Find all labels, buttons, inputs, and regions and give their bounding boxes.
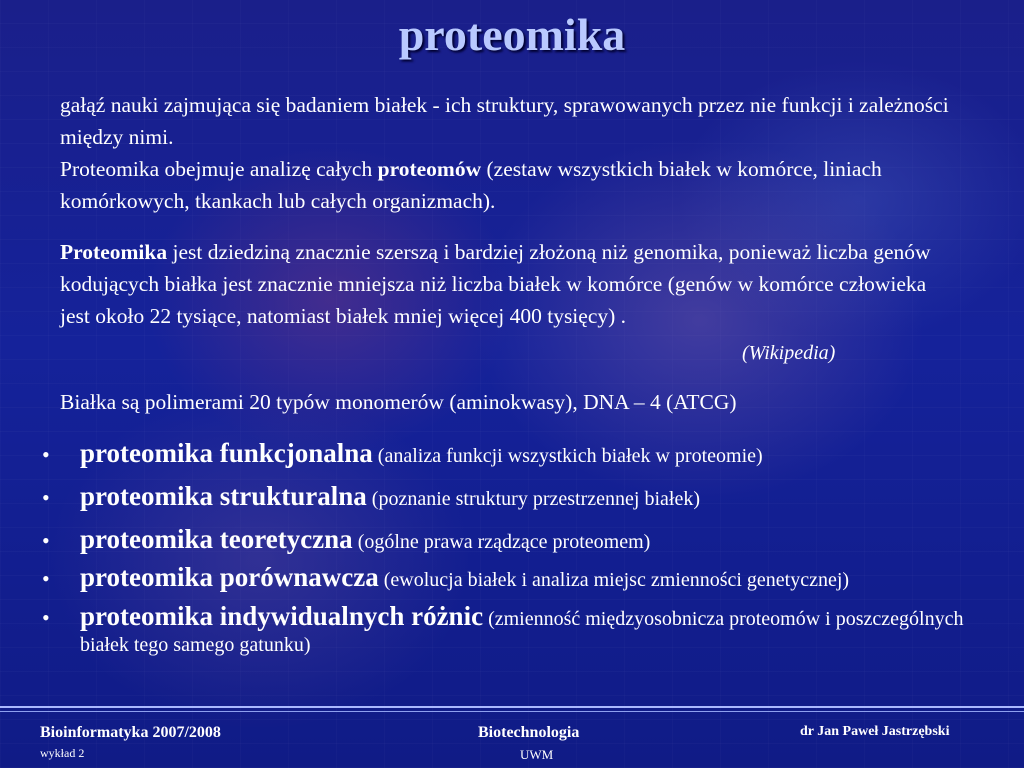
list-item-desc: (zmienność międzyosobnicza proteomów i poszczególnych białek tego samego gatunku)	[80, 608, 964, 656]
list-item	[40, 562, 980, 594]
proteome-term: proteomów	[377, 157, 482, 181]
proteomics-types-list	[40, 436, 980, 663]
comparison-text: jest dziedziną znacznie szerszą i bardziej złożoną niż genomika, ponieważ liczba genów kodujących białka jest znacznie mniejsza niż liczba białek w komórce (genów w komórce człowieka jest około 22 tysiące, natomiast białek mniej więcej 400 tysięcy) .	[60, 240, 931, 328]
footer-course-title: Bioinformatyka 2007/2008	[40, 724, 221, 741]
proteome-description: (zestaw wszystkich białek w komórce, liniach komórkowych, tkankach lub całych organizmach).	[60, 157, 882, 213]
list-item	[40, 601, 980, 659]
wikipedia-source: (Wikipedia)	[742, 342, 836, 364]
footer-program: Biotechnologia	[478, 724, 580, 741]
list-item-head: proteomika porównawcza	[80, 562, 379, 592]
list-item-desc: (ewolucja białek i analiza miejsc zmienności genetycznej)	[378, 569, 850, 591]
proteomics-term: Proteomika	[60, 240, 168, 264]
list-item	[40, 522, 980, 561]
polymer-paragraph: Białka są polimerami 20 typów monomerów (aminokwasy), DNA – 4 (ATCG)	[60, 390, 737, 414]
list-item-head: proteomika strukturalna	[80, 481, 367, 511]
proteome-intro-text: Proteomika obejmuje analizę całych	[60, 157, 378, 181]
list-item-head: proteomika funkcjonalna	[80, 438, 373, 468]
footer-university: UWM	[520, 747, 554, 762]
list-item-desc: (ogólne prawa rządzące proteomem)	[352, 531, 651, 553]
comparison-paragraph	[60, 236, 950, 332]
list-item	[40, 479, 980, 518]
slide-title: proteomika	[398, 9, 626, 60]
footer-lecture: wykład 2	[40, 746, 85, 760]
bullet-icon: •	[42, 442, 50, 467]
definition-text: gałąź nauki zajmująca się badaniem białek - ich struktury, sprawowanych przez nie funkcji i zależności między nimi.	[60, 93, 949, 149]
footer-divider-thin	[0, 711, 1024, 712]
footer-author: dr Jan Paweł Jastrzębski	[800, 724, 950, 739]
list-item-head: proteomika indywidualnych różnic	[80, 601, 484, 631]
list-item-desc: (analiza funkcji wszystkich białek w proteomie)	[372, 445, 763, 467]
bullet-icon: •	[42, 566, 50, 591]
list-item-head: proteomika teoretyczna	[80, 524, 353, 554]
definition-paragraph	[60, 89, 980, 217]
list-item-desc: (poznanie struktury przestrzennej białek)	[366, 488, 700, 510]
list-item	[40, 436, 980, 475]
bullet-icon: •	[42, 485, 50, 510]
bullet-icon: •	[42, 528, 50, 553]
footer-divider	[0, 706, 1024, 708]
bullet-icon: •	[42, 605, 50, 630]
